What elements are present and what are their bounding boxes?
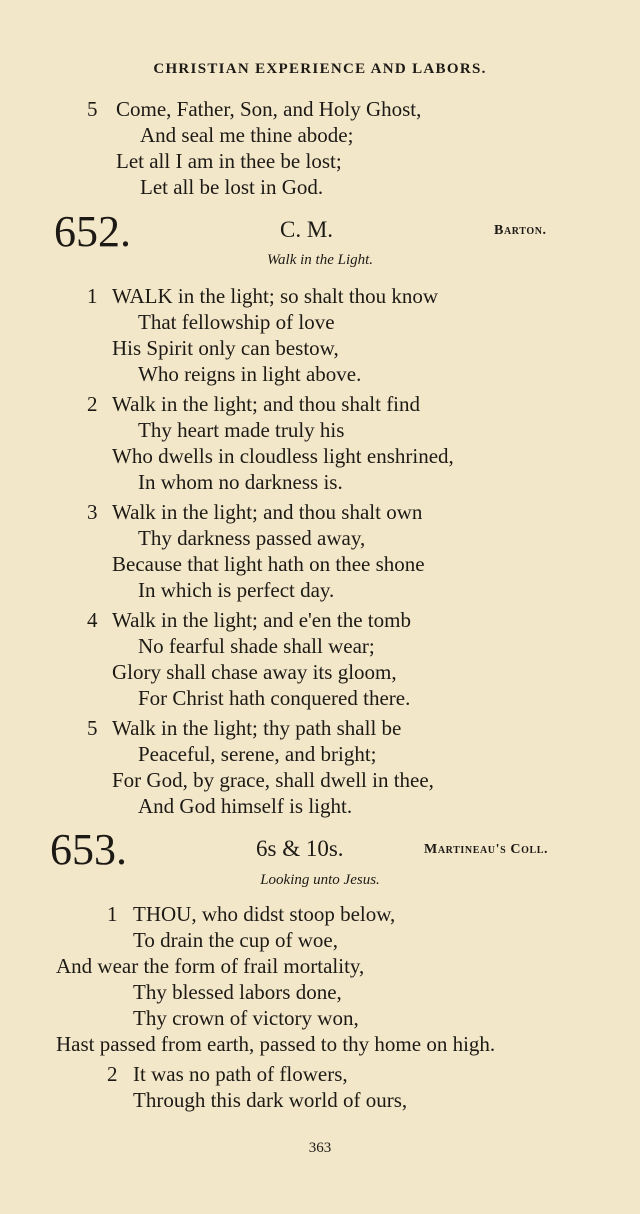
verse-line: Let all be lost in God. — [140, 175, 324, 199]
verse-line: For God, by grace, shall dwell in thee, — [112, 768, 434, 792]
verse-line: In which is perfect day. — [138, 578, 335, 602]
hymn-meter: C. M. — [280, 217, 334, 242]
stanza-number: 3 — [87, 500, 98, 524]
verse-line: To drain the cup of woe, — [133, 928, 338, 952]
hymn-composer: Barton. — [494, 223, 547, 238]
verse-line: Thy crown of victory won, — [133, 1006, 359, 1030]
verse-line: Walk in the light; and thou shalt own — [112, 500, 423, 524]
verse-line: It was no path of flowers, — [133, 1062, 348, 1086]
page-number: 363 — [308, 1140, 332, 1156]
verse-line: Peaceful, serene, and bright; — [138, 742, 377, 766]
verse-line: And wear the form of frail mortality, — [56, 954, 365, 978]
hymn-composer: Martineau's Coll. — [424, 842, 549, 857]
verse-line: Come, Father, Son, and Holy Ghost, — [116, 97, 422, 121]
stanza-number: 5 — [87, 97, 98, 121]
verse-line: For Christ hath conquered there. — [138, 686, 411, 710]
verse-line: Walk in the light; thy path shall be — [112, 716, 402, 740]
verse-line: Thy darkness passed away, — [138, 526, 366, 550]
stanza-number: 1 — [87, 284, 98, 308]
verse-line: Through this dark world of ours, — [133, 1088, 408, 1112]
verse-line: Let all I am in thee be lost; — [116, 149, 342, 173]
verse-line: His Spirit only can bestow, — [112, 336, 339, 360]
verse-line: Who reigns in light above. — [138, 362, 362, 386]
verse-line: That fellowship of love — [138, 310, 335, 334]
stanza-number: 2 — [107, 1062, 118, 1086]
verse-line: Hast passed from earth, passed to thy home on high. — [56, 1032, 496, 1056]
verse-line: Thy heart made truly his — [138, 418, 345, 442]
hymn-title: Looking unto Jesus. — [260, 872, 380, 888]
verse-line: Who dwells in cloudless light enshrined, — [112, 444, 454, 468]
hymn-number: 653. — [50, 825, 127, 874]
hymn-number: 652. — [54, 207, 131, 256]
running-header: CHRISTIAN EXPERIENCE AND LABORS. — [153, 61, 487, 77]
verse-line: Because that light hath on thee shone — [112, 552, 425, 576]
verse-line: Walk in the light; and thou shalt find — [112, 392, 421, 416]
hymn-meter: 6s & 10s. — [256, 836, 344, 861]
verse-line: Walk in the light; and e'en the tomb — [112, 608, 411, 632]
stanza-number: 1 — [107, 902, 118, 926]
verse-line: In whom no darkness is. — [138, 470, 343, 494]
verse-line: WALK in the light; so shalt thou know — [112, 284, 439, 308]
stanza-number: 2 — [87, 392, 98, 416]
stanza-number: 5 — [87, 716, 98, 740]
verse-line: And seal me thine abode; — [140, 123, 354, 147]
verse-line: Glory shall chase away its gloom, — [112, 660, 397, 684]
hymn-title: Walk in the Light. — [266, 252, 374, 268]
verse-line: THOU, who didst stoop below, — [133, 902, 396, 926]
verse-line: No fearful shade shall wear; — [138, 634, 375, 658]
stanza-number: 4 — [87, 608, 98, 632]
verse-line: Thy blessed labors done, — [133, 980, 342, 1004]
verse-line: And God himself is light. — [138, 794, 353, 818]
